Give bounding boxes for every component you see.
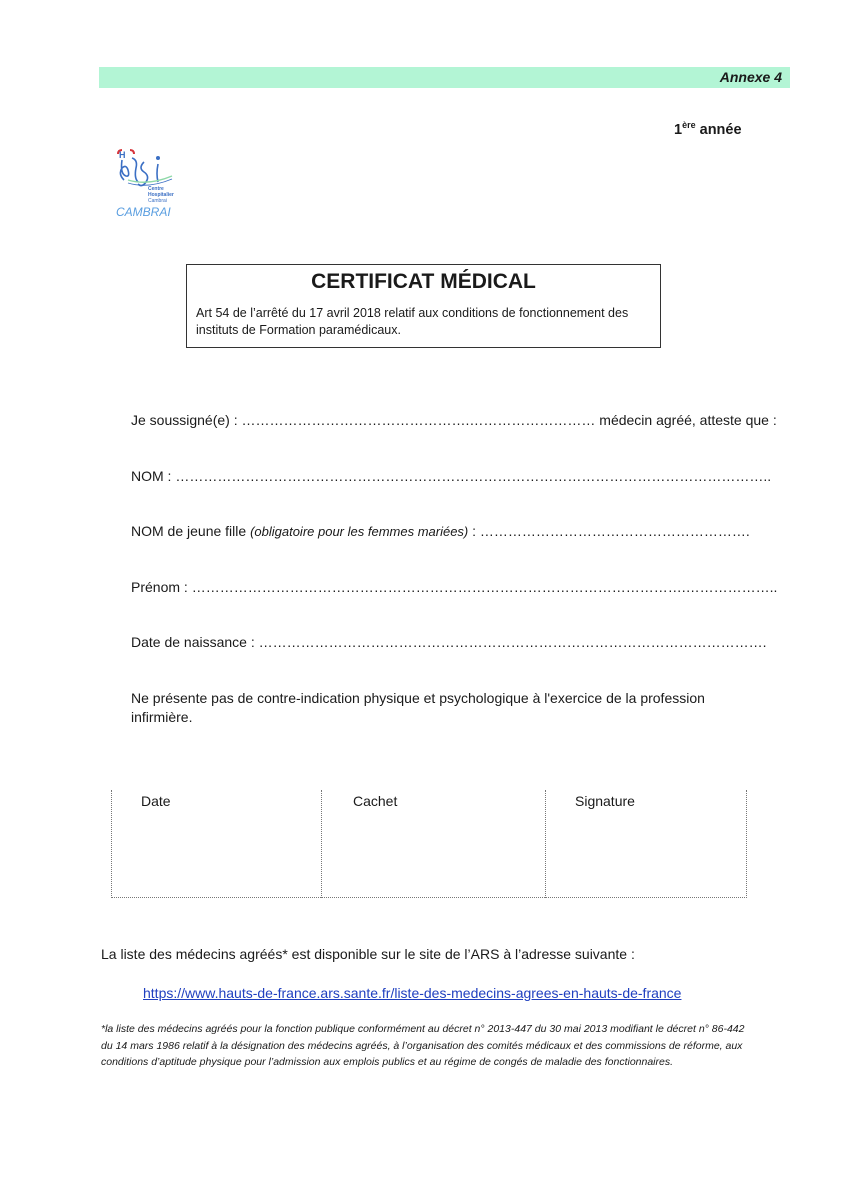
annex-banner xyxy=(99,67,790,88)
year-label xyxy=(674,120,742,138)
field-date-naissance: Date de naissance : ………………………………………………………………………………………………. xyxy=(131,634,767,650)
logo-city: CAMBRAI xyxy=(116,205,171,219)
year-number: 1 xyxy=(674,121,683,138)
year-superscript: ère xyxy=(682,120,696,130)
svg-text:H: H xyxy=(119,150,126,160)
hospital-logo xyxy=(108,146,196,222)
logo-line-2: Hospitalier xyxy=(148,192,174,198)
document-title: CERTIFICAT MÉDICAL xyxy=(311,270,536,293)
table-divider xyxy=(545,790,546,898)
jeune-fille-note: (obligatoire pour les femmes mariées) xyxy=(250,524,469,539)
field-soussigne: Je soussigné(e) : ………………………………………….……………………… médecin agréé, atteste que : xyxy=(131,412,777,428)
signature-table xyxy=(111,790,747,898)
logo-line-3: Cambrai xyxy=(148,198,167,204)
jeune-fille-label: NOM de jeune fille xyxy=(131,523,251,539)
fitness-statement: Ne présente pas de contre-indication physique et psychologique à l'exercice de la profession infirmière. xyxy=(131,690,705,725)
ars-link[interactable]: https://www.hauts-de-france.ars.sante.fr/liste-des-medecins-agrees-en-hauts-de-france xyxy=(143,985,682,1001)
title-reference: Art 54 de l’arrêté du 17 avril 2018 relatif aux conditions de fonctionnement des instituts de Formation paramédicaux. xyxy=(196,306,629,337)
doctor-list-info: La liste des médecins agréés* est disponible sur le site de l’ARS à l’adresse suivante : xyxy=(101,946,635,962)
cell-cachet[interactable]: Cachet xyxy=(353,793,398,809)
year-word: année xyxy=(699,121,742,138)
table-divider xyxy=(321,790,322,898)
jeune-fille-dots: : …………………………………………………. xyxy=(468,523,750,539)
field-prenom: Prénom : …………………………………………………………………………………………….……………….. xyxy=(131,579,778,595)
field-nom-jeune-fille xyxy=(131,523,750,539)
cell-date[interactable]: Date xyxy=(141,793,171,809)
ifsi-logo-icon xyxy=(108,146,196,222)
title-box xyxy=(186,264,661,348)
field-nom: NOM : ……………………………………………………………………………………………………………….. xyxy=(131,468,772,484)
annex-label: Annexe 4 xyxy=(719,69,782,85)
table-divider xyxy=(111,790,112,898)
table-bottom-line xyxy=(111,897,747,898)
footnote: *la liste des médecins agréés pour la fonction publique conformément au décret n° 2013-447 du 30 mai 2013 modifiant le décret n° 86-442 du 14 mars 1986 relatif à la désignation des médecins agréés, à l’organisation des comités médicaux et des commissions de réforme, aux conditions d’aptitude physique pour l’admission aux emplois publics et au régime de congés de maladie des fonctionnaires. xyxy=(101,1023,745,1068)
cell-signature[interactable]: Signature xyxy=(575,793,635,809)
logo-line-1: Centre xyxy=(148,186,164,192)
table-divider xyxy=(746,790,747,898)
